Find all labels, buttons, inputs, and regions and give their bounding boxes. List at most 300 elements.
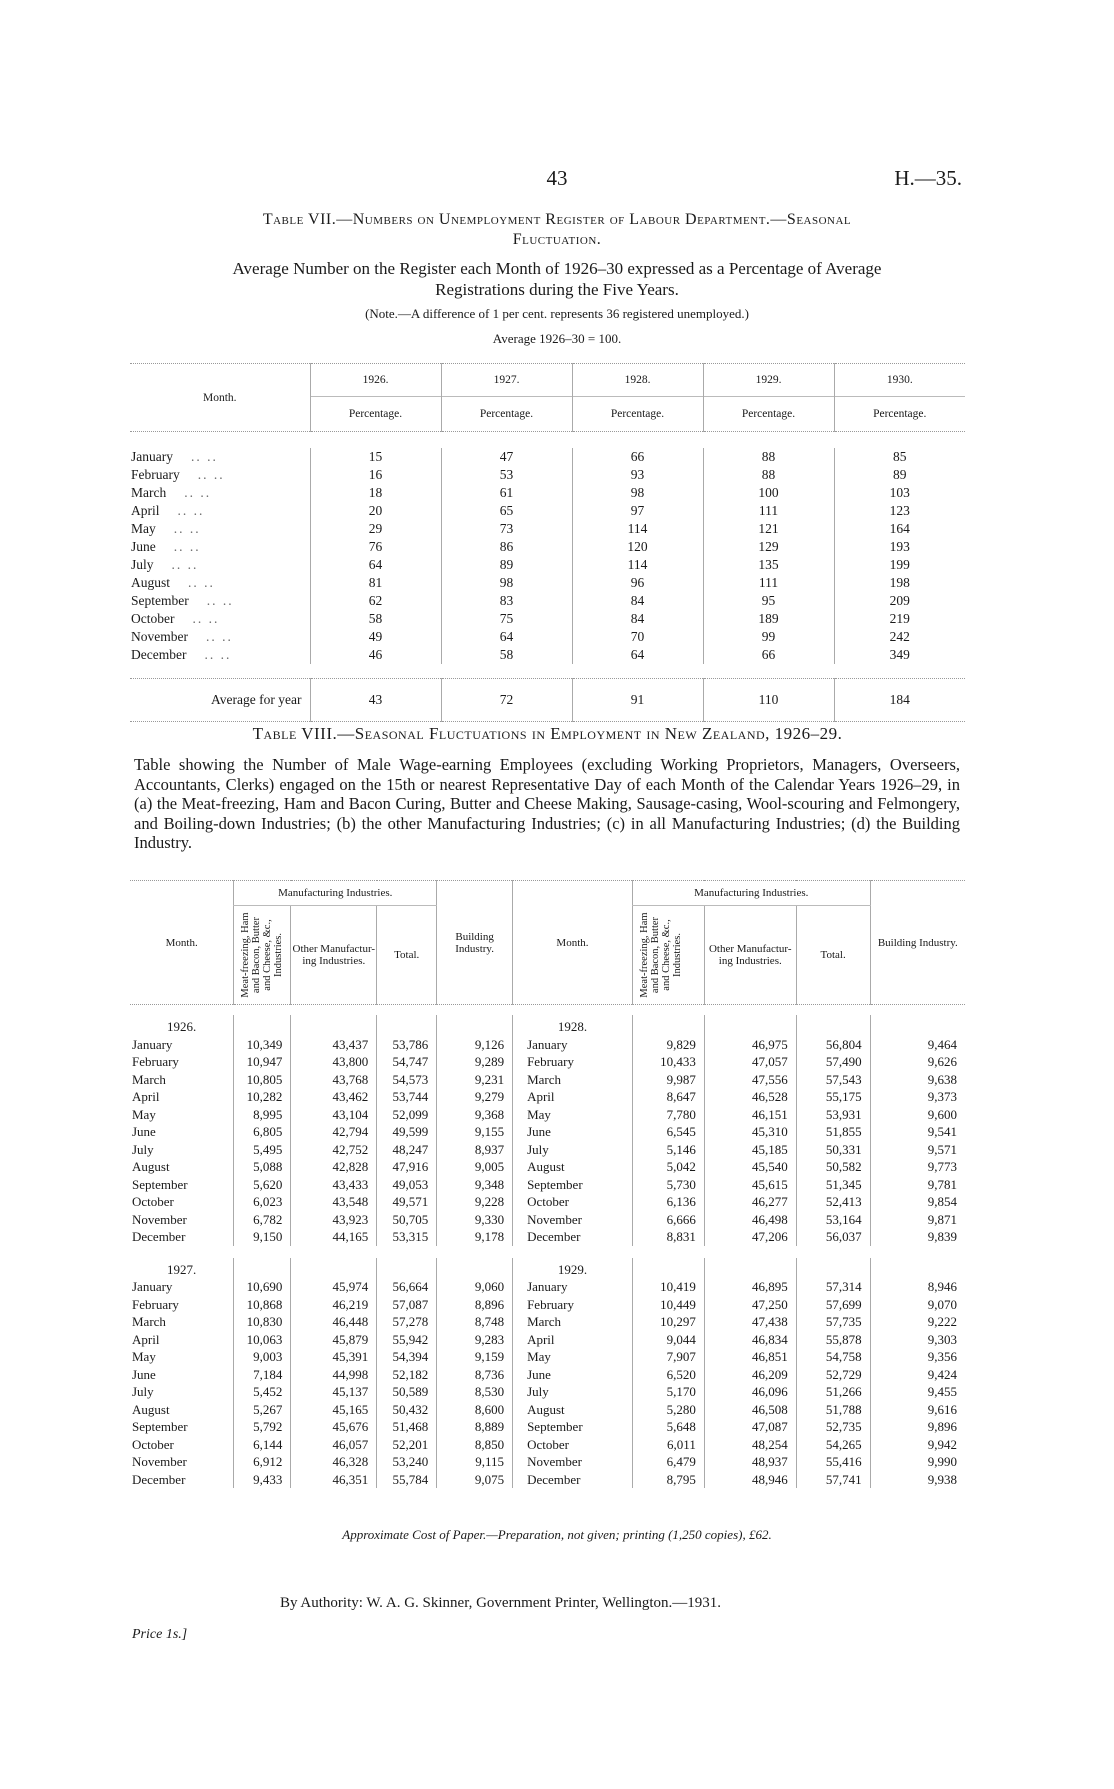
table-row [130, 1401, 965, 1419]
employment-value: 7,907 [632, 1348, 704, 1366]
employment-value: 9,283 [437, 1331, 513, 1349]
table-row [130, 556, 965, 574]
empty-cell [870, 1258, 965, 1279]
page-number: 43 [546, 166, 568, 190]
table-7-body [130, 432, 965, 722]
employment-value: 9,348 [437, 1176, 513, 1194]
employment-value: 47,438 [704, 1313, 796, 1331]
month-label: November [132, 1211, 187, 1227]
leader-dots: .. .. [173, 539, 201, 554]
employment-value: 42,828 [291, 1158, 377, 1176]
month-cell [130, 484, 310, 502]
employment-value: 47,556 [704, 1071, 796, 1089]
empty-cell [377, 1015, 437, 1036]
employment-value: 46,448 [291, 1313, 377, 1331]
table-row [130, 574, 965, 592]
table-row [130, 484, 965, 502]
year-header: 1926. [310, 364, 441, 397]
building-header: Building Industry. [870, 881, 965, 1005]
employment-value: 5,280 [632, 1401, 704, 1419]
table-7-title [150, 210, 964, 250]
employment-value: 53,744 [377, 1088, 437, 1106]
month-label: March [132, 1071, 166, 1087]
employment-value: 53,240 [377, 1453, 437, 1471]
employment-value: 43,433 [291, 1176, 377, 1194]
employment-value: 9,356 [870, 1348, 965, 1366]
employment-value: 8,896 [437, 1296, 513, 1314]
percentage-value: 219 [834, 610, 965, 628]
authority-line: By Authority: W. A. G. Skinner, Government Printer, Wellington.—1931. [280, 1595, 722, 1611]
empty-cell [632, 1015, 704, 1036]
percentage-value: 88 [703, 448, 834, 466]
percentage-header: Percentage. [572, 397, 703, 432]
employment-value: 9,464 [870, 1036, 965, 1054]
employment-value: 9,571 [870, 1141, 965, 1159]
empty-cell [796, 1258, 870, 1279]
percentage-value: 65 [441, 502, 572, 520]
percentage-header: Percentage. [310, 397, 441, 432]
employment-value: 52,413 [796, 1193, 870, 1211]
employment-value: 5,267 [234, 1401, 291, 1419]
month-label: July [513, 1141, 633, 1159]
leader-dots: .. .. [171, 557, 199, 572]
employment-value: 45,540 [704, 1158, 796, 1176]
percentage-value: 135 [703, 556, 834, 574]
employment-value: 9,600 [870, 1106, 965, 1124]
employment-value: 43,800 [291, 1053, 377, 1071]
leader-dots: .. .. [197, 467, 225, 482]
employment-value: 50,432 [377, 1401, 437, 1419]
month-cell [130, 538, 310, 556]
employment-value: 10,282 [234, 1088, 291, 1106]
leader-dots: .. .. [190, 449, 218, 464]
average-value: 91 [572, 679, 703, 722]
employment-value: 10,419 [632, 1278, 704, 1296]
employment-value: 9,178 [437, 1228, 513, 1246]
percentage-value: 93 [572, 466, 703, 484]
percentage-value: 47 [441, 448, 572, 466]
month-label: August [513, 1401, 633, 1419]
percentage-value: 86 [441, 538, 572, 556]
employment-value: 9,616 [870, 1401, 965, 1419]
table-8 [130, 880, 965, 1488]
month-label: April [513, 1088, 633, 1106]
percentage-value: 64 [310, 556, 441, 574]
month-label: October [513, 1436, 633, 1454]
percentage-value: 242 [834, 628, 965, 646]
employment-value: 7,780 [632, 1106, 704, 1124]
employment-value: 9,829 [632, 1036, 704, 1054]
employment-value: 47,916 [377, 1158, 437, 1176]
employment-value: 53,164 [796, 1211, 870, 1229]
employment-value: 45,676 [291, 1418, 377, 1436]
table-row [130, 1453, 965, 1471]
percentage-value: 164 [834, 520, 965, 538]
employment-value: 52,729 [796, 1366, 870, 1384]
employment-value: 50,582 [796, 1158, 870, 1176]
employment-value: 45,391 [291, 1348, 377, 1366]
percentage-value: 49 [310, 628, 441, 646]
month-label: November [131, 629, 188, 644]
employment-value: 9,155 [437, 1123, 513, 1141]
table-row [130, 1106, 965, 1124]
percentage-value: 199 [834, 556, 965, 574]
year-label: 1929. [513, 1258, 633, 1279]
percentage-value: 98 [572, 484, 703, 502]
table-row [130, 1278, 965, 1296]
employment-value: 51,468 [377, 1418, 437, 1436]
employment-value: 8,748 [437, 1313, 513, 1331]
employment-value: 53,786 [377, 1036, 437, 1054]
employment-value: 52,099 [377, 1106, 437, 1124]
employment-value: 9,005 [437, 1158, 513, 1176]
employment-value: 46,834 [704, 1331, 796, 1349]
year-header: 1930. [834, 364, 965, 397]
percentage-value: 193 [834, 538, 965, 556]
table-row [130, 1313, 965, 1331]
employment-value: 48,937 [704, 1453, 796, 1471]
leader-dots: .. .. [192, 611, 220, 626]
month-label: March [132, 1314, 166, 1329]
employment-value: 46,219 [291, 1296, 377, 1314]
year-label: 1926. [167, 1019, 197, 1034]
employment-value: 9,330 [437, 1211, 513, 1229]
employment-value: 51,345 [796, 1176, 870, 1194]
average-label: Average for year [211, 692, 302, 707]
employment-value: 44,165 [291, 1228, 377, 1246]
month-label: October [132, 1194, 174, 1209]
other-manufacturing-header: Other Manufactur-ing Industries. [704, 906, 796, 1005]
employment-value: 45,615 [704, 1176, 796, 1194]
empty-cell [437, 1258, 513, 1279]
table-7-title-line-1: Table VII.—Numbers on Unemployment Register of Labour Department.—Seasonal [262, 211, 852, 228]
employment-value: 57,741 [796, 1471, 870, 1489]
employment-value: 8,889 [437, 1418, 513, 1436]
employment-value: 10,349 [234, 1036, 291, 1054]
month-label: October [513, 1193, 633, 1211]
employment-value: 50,705 [377, 1211, 437, 1229]
month-label: June [132, 1366, 156, 1382]
table-row [130, 1366, 965, 1384]
percentage-value: 62 [310, 592, 441, 610]
month-label: August [131, 575, 171, 590]
percentage-value: 66 [703, 646, 834, 664]
employment-value: 49,599 [377, 1123, 437, 1141]
month-label: April [513, 1331, 633, 1349]
percentage-value: 20 [310, 502, 441, 520]
employment-value: 9,990 [870, 1453, 965, 1471]
percentage-value: 16 [310, 466, 441, 484]
month-label: January [132, 1279, 173, 1294]
employment-value: 51,855 [796, 1123, 870, 1141]
month-label: October [132, 1436, 174, 1452]
employment-value: 55,175 [796, 1088, 870, 1106]
employment-value: 43,548 [291, 1193, 377, 1211]
percentage-value: 189 [703, 610, 834, 628]
employment-value: 8,937 [437, 1141, 513, 1159]
percentage-value: 89 [441, 556, 572, 574]
leader-dots: .. .. [206, 593, 234, 608]
month-label: June [132, 1124, 156, 1139]
month-header: Month. [130, 881, 234, 1005]
employment-value: 48,254 [704, 1436, 796, 1454]
table-row [130, 1193, 965, 1211]
employment-value: 9,938 [870, 1471, 965, 1489]
employment-value: 9,150 [234, 1228, 291, 1246]
table-row [130, 1418, 965, 1436]
employment-value: 6,805 [234, 1123, 291, 1141]
month-cell [130, 556, 310, 574]
employment-value: 8,600 [437, 1401, 513, 1419]
employment-value: 9,626 [870, 1053, 965, 1071]
employment-value: 8,995 [234, 1106, 291, 1124]
year-row [130, 1258, 965, 1279]
month-cell [130, 520, 310, 538]
table-row [130, 1383, 965, 1401]
employment-value: 52,182 [377, 1366, 437, 1384]
year-header: 1928. [572, 364, 703, 397]
employment-value: 55,878 [796, 1331, 870, 1349]
table-row [130, 1296, 965, 1314]
year-row [130, 1015, 965, 1036]
leader-dots: .. .. [184, 485, 212, 500]
percentage-header: Percentage. [834, 397, 965, 432]
employment-value: 46,151 [704, 1106, 796, 1124]
employment-value: 9,159 [437, 1348, 513, 1366]
table-row [130, 448, 965, 466]
percentage-value: 46 [310, 646, 441, 664]
employment-value: 10,449 [632, 1296, 704, 1314]
employment-value: 6,520 [632, 1366, 704, 1384]
employment-value: 55,416 [796, 1453, 870, 1471]
meat-freezing-header-text: Meat-freezing, Ham and Bacon, Butter and Cheese, &c., Industries. [638, 912, 683, 998]
month-label: March [131, 485, 167, 500]
percentage-value: 58 [310, 610, 441, 628]
employment-value: 9,773 [870, 1158, 965, 1176]
employment-value: 5,620 [234, 1176, 291, 1194]
empty-cell [870, 1015, 965, 1036]
empty-cell [704, 1258, 796, 1279]
employment-value: 9,373 [870, 1088, 965, 1106]
cost-of-paper-note: Approximate Cost of Paper.—Preparation, not given; printing (1,250 copies), £62. [342, 1527, 772, 1542]
employment-value: 6,782 [234, 1211, 291, 1229]
meat-freezing-header-text: Meat-freezing, Ham and Bacon, Butter and Cheese, &c., Industries. [240, 912, 285, 998]
employment-value: 57,087 [377, 1296, 437, 1314]
percentage-value: 96 [572, 574, 703, 592]
employment-value: 10,690 [234, 1278, 291, 1296]
average-value: 72 [441, 679, 572, 722]
employment-value: 57,490 [796, 1053, 870, 1071]
month-label: May [513, 1348, 633, 1366]
employment-value: 6,011 [632, 1436, 704, 1454]
table-8-description: Table showing the Number of Male Wage-earning Employees (excluding Working Proprietors, Managers, Overseers, Accountants, Clerks) engaged on the 15th or nearest Representative Day of each Month of the Calendar Years 1926–29, in (a) the Meat-freezing, Ham and Bacon Curing, Butter and Cheese Making, Sausage-casing, Wool-scouring and Felmongery, and Boiling-down Industries; (b) the other Manufacturing Industries; (c) in all Manufacturing Industries; (d) the Building Industry. [134, 755, 960, 852]
table-row [130, 646, 965, 664]
year-label: 1928. [513, 1015, 633, 1036]
percentage-value: 98 [441, 574, 572, 592]
employment-value: 9,896 [870, 1418, 965, 1436]
employment-value: 8,946 [870, 1278, 965, 1296]
employment-value: 9,839 [870, 1228, 965, 1246]
employment-value: 5,146 [632, 1141, 704, 1159]
empty-cell [291, 1015, 377, 1036]
employment-value: 9,424 [870, 1366, 965, 1384]
average-value: 43 [310, 679, 441, 722]
month-cell [130, 592, 310, 610]
employment-value: 43,923 [291, 1211, 377, 1229]
month-label: July [513, 1383, 633, 1401]
employment-value: 9,368 [437, 1106, 513, 1124]
month-cell [130, 574, 310, 592]
employment-value: 46,328 [291, 1453, 377, 1471]
percentage-value: 111 [703, 574, 834, 592]
employment-value: 9,115 [437, 1453, 513, 1471]
year-label: 1927. [167, 1261, 197, 1277]
employment-value: 9,541 [870, 1123, 965, 1141]
employment-value: 48,247 [377, 1141, 437, 1159]
total-header: Total. [377, 906, 437, 1005]
month-label: December [131, 647, 187, 662]
employment-value: 8,647 [632, 1088, 704, 1106]
percentage-value: 120 [572, 538, 703, 556]
employment-value: 44,998 [291, 1366, 377, 1384]
employment-value: 48,946 [704, 1471, 796, 1489]
percentage-value: 83 [441, 592, 572, 610]
average-value: 110 [703, 679, 834, 722]
employment-value: 9,303 [870, 1331, 965, 1349]
employment-value: 54,747 [377, 1053, 437, 1071]
month-label: December [513, 1471, 633, 1489]
employment-value: 8,831 [632, 1228, 704, 1246]
month-label: October [131, 611, 175, 626]
percentage-value: 123 [834, 502, 965, 520]
employment-value: 9,279 [437, 1088, 513, 1106]
employment-value: 42,794 [291, 1123, 377, 1141]
employment-value: 52,735 [796, 1418, 870, 1436]
empty-cell [796, 1015, 870, 1036]
employment-value: 9,638 [870, 1071, 965, 1089]
month-label: July [131, 557, 154, 572]
month-label: May [513, 1106, 633, 1124]
percentage-value: 114 [572, 520, 703, 538]
employment-value: 45,185 [704, 1141, 796, 1159]
employment-value: 45,310 [704, 1123, 796, 1141]
employment-value: 5,452 [234, 1383, 291, 1401]
month-cell [130, 610, 310, 628]
employment-value: 9,854 [870, 1193, 965, 1211]
month-cell [130, 646, 310, 664]
employment-value: 55,784 [377, 1471, 437, 1489]
month-label: July [132, 1141, 154, 1157]
month-label: August [132, 1401, 170, 1417]
employment-value: 5,042 [632, 1158, 704, 1176]
month-label: May [131, 521, 156, 536]
month-label: August [132, 1159, 170, 1174]
month-label: September [132, 1419, 188, 1434]
employment-value: 50,331 [796, 1141, 870, 1159]
employment-value: 46,057 [291, 1436, 377, 1454]
month-label: May [132, 1106, 156, 1122]
table-row [130, 1071, 965, 1089]
percentage-value: 97 [572, 502, 703, 520]
percentage-value: 89 [834, 466, 965, 484]
employment-value: 45,879 [291, 1331, 377, 1349]
month-label: May [132, 1349, 156, 1364]
employment-value: 43,768 [291, 1071, 377, 1089]
month-header: Month. [130, 364, 310, 432]
empty-cell [377, 1258, 437, 1279]
employment-value: 46,498 [704, 1211, 796, 1229]
percentage-value: 81 [310, 574, 441, 592]
month-label: December [132, 1229, 186, 1244]
employment-value: 43,437 [291, 1036, 377, 1054]
month-label: February [513, 1053, 633, 1071]
month-label: September [132, 1176, 188, 1192]
employment-value: 8,795 [632, 1471, 704, 1489]
employment-value: 47,206 [704, 1228, 796, 1246]
percentage-value: 121 [703, 520, 834, 538]
employment-value: 45,974 [291, 1278, 377, 1296]
month-label: December [132, 1471, 186, 1487]
employment-value: 43,462 [291, 1088, 377, 1106]
employment-value: 10,868 [234, 1296, 291, 1314]
table-row [130, 1436, 965, 1454]
month-label: February [132, 1296, 179, 1312]
percentage-value: 85 [834, 448, 965, 466]
leader-dots: .. .. [177, 503, 205, 518]
meat-freezing-header [234, 906, 291, 1005]
table-7-subtitle-line-1: Average Number on the Register each Month of 1926–30 expressed as a Percentage of Average [232, 259, 882, 278]
month-label: December [513, 1228, 633, 1246]
month-label: June [131, 539, 156, 554]
employment-value: 54,573 [377, 1071, 437, 1089]
employment-value: 9,942 [870, 1436, 965, 1454]
table-row [130, 1158, 965, 1176]
month-label: January [132, 1036, 173, 1052]
employment-value: 9,455 [870, 1383, 965, 1401]
employment-value: 9,060 [437, 1278, 513, 1296]
percentage-value: 70 [572, 628, 703, 646]
employment-value: 54,265 [796, 1436, 870, 1454]
month-cell [130, 466, 310, 484]
table-row [130, 1211, 965, 1229]
leader-dots: .. .. [173, 521, 201, 536]
employment-value: 9,433 [234, 1471, 291, 1489]
employment-value: 10,063 [234, 1331, 291, 1349]
table-7-title-line-2: Fluctuation. [512, 231, 602, 248]
percentage-header: Percentage. [441, 397, 572, 432]
percentage-value: 73 [441, 520, 572, 538]
employment-value: 46,508 [704, 1401, 796, 1419]
percentage-value: 88 [703, 466, 834, 484]
month-label: April [131, 503, 160, 518]
employment-value: 8,736 [437, 1366, 513, 1384]
empty-cell [291, 1258, 377, 1279]
month-label: September [513, 1418, 633, 1436]
empty-cell [234, 1015, 291, 1036]
employment-value: 10,433 [632, 1053, 704, 1071]
month-label: February [132, 1054, 179, 1069]
employment-value: 43,104 [291, 1106, 377, 1124]
table-8-body [130, 1005, 965, 1489]
employment-value: 46,277 [704, 1193, 796, 1211]
employment-value: 9,003 [234, 1348, 291, 1366]
empty-cell [704, 1015, 796, 1036]
meat-freezing-header [632, 906, 704, 1005]
employment-value: 51,788 [796, 1401, 870, 1419]
employment-value: 52,201 [377, 1436, 437, 1454]
percentage-value: 64 [441, 628, 572, 646]
employment-value: 10,830 [234, 1313, 291, 1331]
